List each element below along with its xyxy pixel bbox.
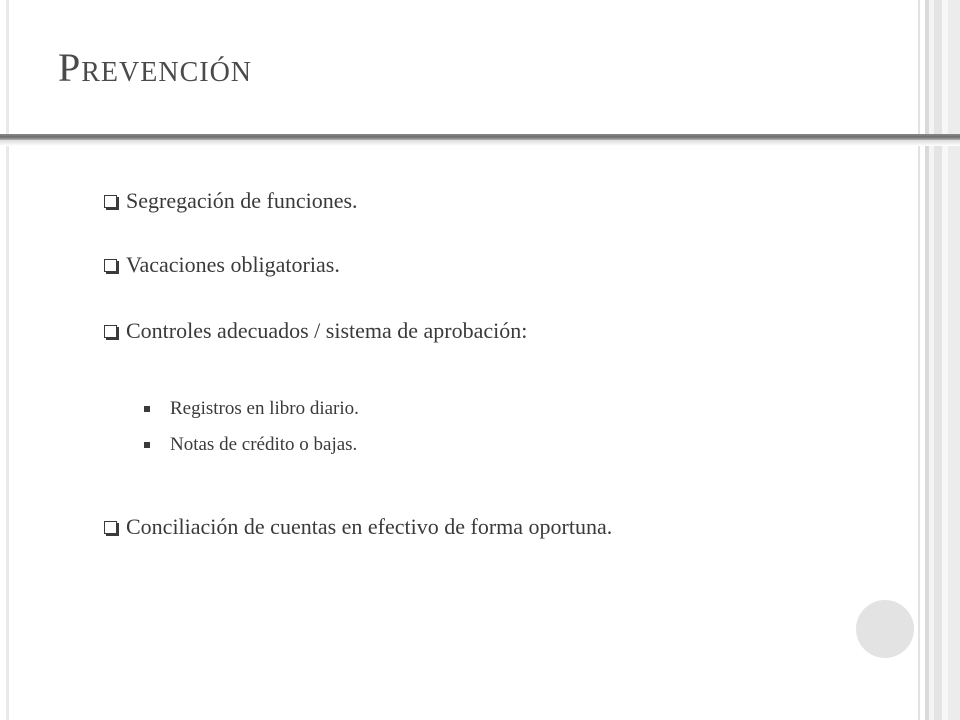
bullet-text: Conciliación de cuentas en efectivo de forma oportuna. xyxy=(126,514,613,539)
bullet-item xyxy=(104,188,358,214)
bullet-item xyxy=(104,514,612,540)
right-decorative-stripes xyxy=(916,0,960,720)
hollow-square-bullet-icon xyxy=(104,195,117,208)
sub-bullet-text: Registros en libro diario. xyxy=(170,398,359,419)
left-frame-line xyxy=(6,0,9,720)
filled-square-bullet-icon xyxy=(144,442,150,448)
sub-bullet-text: Notas de crédito o bajas. xyxy=(170,434,358,455)
bullet-text: Segregación de funciones. xyxy=(126,188,358,213)
slide-title: Prevención xyxy=(58,45,253,90)
sub-bullet-item xyxy=(144,434,357,456)
bullet-text: Vacaciones obligatorias. xyxy=(126,252,340,277)
decorative-circle xyxy=(856,600,914,658)
bullet-item xyxy=(104,318,527,344)
title-band xyxy=(10,0,916,132)
hollow-square-bullet-icon xyxy=(104,325,117,338)
sub-bullet-item xyxy=(144,398,359,420)
bullet-text: Controles adecuados / sistema de aprobación: xyxy=(126,318,528,343)
title-divider-shadow xyxy=(0,140,960,146)
hollow-square-bullet-icon xyxy=(104,521,117,534)
hollow-square-bullet-icon xyxy=(104,259,117,272)
bullet-item xyxy=(104,252,340,278)
filled-square-bullet-icon xyxy=(144,406,150,412)
